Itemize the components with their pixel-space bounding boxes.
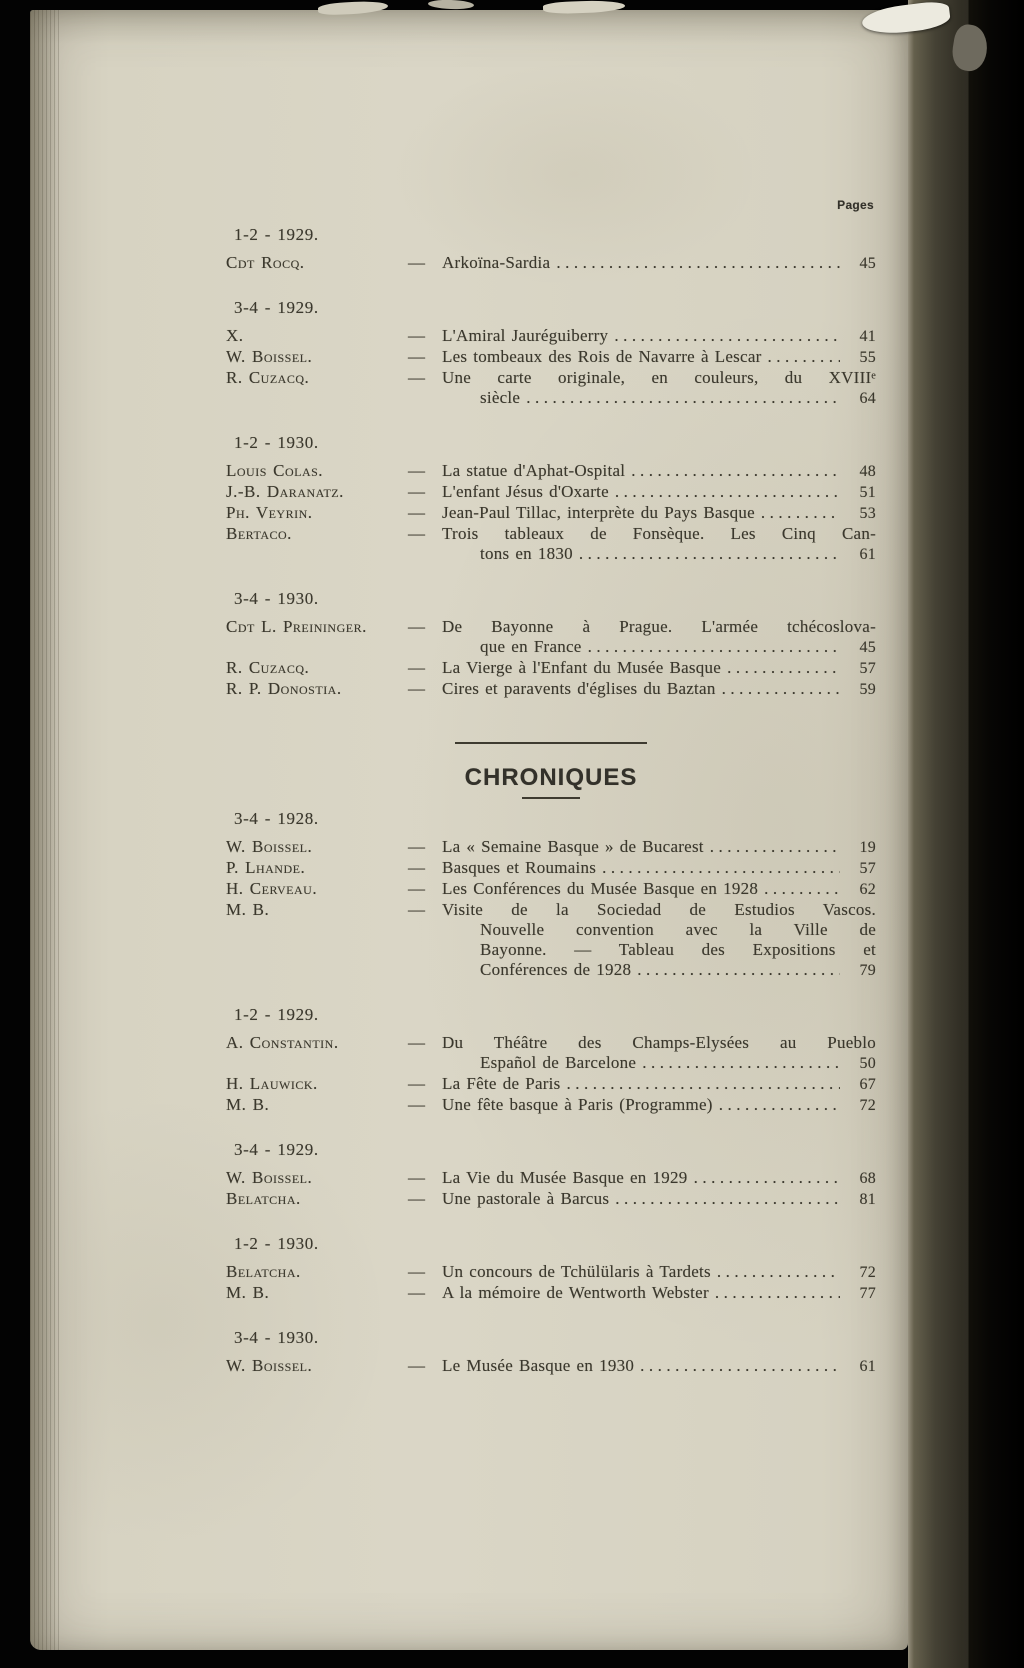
entry-page-number: 55 <box>859 349 876 366</box>
entry-title-line <box>442 1033 876 1053</box>
entry-title-line <box>442 1356 876 1377</box>
entry-title-text: La Vierge à l'Enfant du Musée Basque <box>442 658 722 677</box>
entry-title-block <box>442 837 876 858</box>
dot-leader <box>526 388 840 408</box>
entry-title-text: La Fête de Paris <box>442 1074 561 1093</box>
entry-title-text: Arkoïna-Sardia <box>442 253 551 272</box>
entry-author: X. <box>226 326 244 345</box>
toc-entry <box>226 879 876 900</box>
entry-title-text: Cires et paravents d'églises du Baztan <box>442 679 716 698</box>
entry-page-number: 48 <box>859 463 876 480</box>
entry-dash: — <box>408 617 426 636</box>
entry-author: Ph. Veyrin. <box>226 503 313 522</box>
dot-leader <box>567 1074 841 1094</box>
torn-paper-fragment <box>428 0 474 10</box>
entry-title-text: Une carte originale, en couleurs, du XVIIIᵉ <box>442 368 876 387</box>
entry-dash: — <box>408 253 426 272</box>
entry-author: M. B. <box>226 1283 270 1302</box>
dot-leader <box>694 1168 840 1188</box>
entry-page-number: 81 <box>859 1191 876 1208</box>
dot-leader <box>640 1356 840 1376</box>
entry-page-number: 41 <box>859 328 876 345</box>
entry-title-line <box>442 482 876 503</box>
dot-leader <box>719 1095 840 1115</box>
entry-dash: — <box>408 1033 426 1052</box>
entry-page-number: 57 <box>859 860 876 877</box>
entry-title-block <box>442 1189 876 1210</box>
entry-author: Belatcha. <box>226 1262 301 1281</box>
section-date-heading: 1-2 - 1929. <box>234 1005 319 1024</box>
entry-title-block <box>442 1283 876 1304</box>
entry-author: Louis Colas. <box>226 461 324 480</box>
entry-title-block <box>442 1356 876 1377</box>
entry-page-number: 62 <box>859 881 876 898</box>
entry-page-number: 79 <box>859 962 876 979</box>
entry-dash: — <box>408 658 426 677</box>
entry-title-text: Une fête basque à Paris (Programme) <box>442 1095 713 1114</box>
entry-title-block <box>442 1168 876 1189</box>
entry-page-number: 72 <box>859 1264 876 1281</box>
toc-entry <box>226 679 876 700</box>
entry-dash: — <box>408 461 426 480</box>
dot-leader <box>631 461 840 481</box>
entry-dash: — <box>408 1189 426 1208</box>
entry-title-line <box>442 1283 876 1304</box>
toc-entry <box>226 858 876 879</box>
entry-author: J.-B. Daranatz. <box>226 482 344 501</box>
dot-leader <box>637 960 840 980</box>
entry-page-number: 57 <box>859 660 876 677</box>
entry-dash: — <box>408 1356 426 1375</box>
section-date-heading: 3-4 - 1929. <box>234 1140 319 1159</box>
entry-title-text: Les tombeaux des Rois de Navarre à Lescar <box>442 347 762 366</box>
entry-page-number: 64 <box>859 390 876 407</box>
entry-dash: — <box>408 347 426 366</box>
dot-leader <box>579 544 840 564</box>
toc-entry <box>226 524 876 565</box>
entry-title-block <box>442 524 876 565</box>
entry-title-text: Basques et Roumains <box>442 858 597 877</box>
toc-section <box>226 1140 876 1210</box>
entry-page-number: 50 <box>859 1055 876 1072</box>
toc-section <box>226 589 876 700</box>
entry-title-line <box>442 940 876 960</box>
entry-title-line <box>442 1074 876 1095</box>
entry-title-block <box>442 368 876 409</box>
entry-title-text: L'enfant Jésus d'Oxarte <box>442 482 609 501</box>
dot-leader <box>556 253 840 273</box>
entry-title-block <box>442 658 876 679</box>
chroniques-heading: CHRONIQUES <box>464 764 638 791</box>
toc-section <box>226 433 876 565</box>
entry-title-text: La Vie du Musée Basque en 1929 <box>442 1168 688 1187</box>
entry-author: H. Cerveau. <box>226 879 318 898</box>
entry-title-text: Le Musée Basque en 1930 <box>442 1356 635 1375</box>
dot-leader <box>642 1053 840 1073</box>
entry-page-number: 77 <box>859 1285 876 1302</box>
entry-title-line <box>442 347 876 368</box>
entry-dash: — <box>408 879 426 898</box>
entry-title-line <box>442 658 876 679</box>
pages-column-label: Pages <box>837 198 874 212</box>
section-date-heading: 1-2 - 1929. <box>234 225 319 244</box>
entry-page-number: 51 <box>859 484 876 501</box>
entry-title-block <box>442 1033 876 1074</box>
entry-author: Belatcha. <box>226 1189 301 1208</box>
entry-title-line <box>442 679 876 700</box>
entry-title-line <box>442 920 876 940</box>
dot-leader <box>722 679 840 699</box>
entry-title-block <box>442 326 876 347</box>
entry-title-block <box>442 482 876 503</box>
entry-page-number: 45 <box>859 639 876 656</box>
entry-title-block <box>442 461 876 482</box>
toc-section <box>226 809 876 981</box>
section-date-heading: 3-4 - 1930. <box>234 1328 319 1347</box>
toc-entry <box>226 253 876 274</box>
divider-rule <box>455 742 647 744</box>
entry-page-number: 67 <box>859 1076 876 1093</box>
entry-title-line <box>442 326 876 347</box>
toc-content <box>226 195 876 1377</box>
dot-leader <box>768 347 840 367</box>
entry-title-line <box>442 1168 876 1189</box>
toc-entry <box>226 900 876 981</box>
entry-page-number: 45 <box>859 255 876 272</box>
entry-title-text: Conférences de 1928 <box>480 960 632 979</box>
entry-page-number: 53 <box>859 505 876 522</box>
toc-section <box>226 225 876 274</box>
toc-section <box>226 1328 876 1377</box>
entry-title-block <box>442 879 876 900</box>
toc-section <box>226 1234 876 1304</box>
toc-entry <box>226 1356 876 1377</box>
dot-leader <box>710 837 840 857</box>
entry-dash: — <box>408 1283 426 1302</box>
dot-leader <box>717 1262 840 1282</box>
entry-title-line <box>442 1053 876 1074</box>
entry-title-text: Trois tableaux de Fonsèque. Les Cinq Can- <box>442 524 876 543</box>
entry-title-line <box>442 253 876 274</box>
page-stack-edge <box>30 10 60 1650</box>
entry-page-number: 61 <box>859 546 876 563</box>
entry-author: Cdt Rocq. <box>226 253 305 272</box>
dot-leader <box>615 1189 840 1209</box>
entry-title-text: Les Conférences du Musée Basque en 1928 <box>442 879 759 898</box>
entry-title-block <box>442 1074 876 1095</box>
entry-title-block <box>442 617 876 658</box>
entry-title-block <box>442 900 876 981</box>
dot-leader <box>764 879 840 899</box>
toc-entry <box>226 503 876 524</box>
entry-dash: — <box>408 900 426 919</box>
entry-title-text: Bayonne. — Tableau des Expositions et <box>480 940 876 959</box>
entry-page-number: 72 <box>859 1097 876 1114</box>
entry-title-text: La statue d'Aphat-Ospital <box>442 461 626 480</box>
entry-page-number: 68 <box>859 1170 876 1187</box>
toc-top <box>226 225 876 700</box>
entry-page-number: 59 <box>859 681 876 698</box>
dot-leader <box>602 858 840 878</box>
entry-author: M. B. <box>226 1095 270 1114</box>
entry-author: W. Boissel. <box>226 837 313 856</box>
entry-author: W. Boissel. <box>226 1356 313 1375</box>
section-date-heading: 1-2 - 1930. <box>234 433 319 452</box>
entry-title-line <box>442 524 876 544</box>
entry-title-line <box>442 388 876 409</box>
section-date-heading: 3-4 - 1929. <box>234 298 319 317</box>
entry-dash: — <box>408 482 426 501</box>
entry-dash: — <box>408 837 426 856</box>
dot-leader <box>614 326 840 346</box>
entry-dash: — <box>408 503 426 522</box>
entry-author: Bertaco. <box>226 524 292 543</box>
entry-author: M. B. <box>226 900 270 919</box>
entry-title-line <box>442 503 876 524</box>
entry-author: Cdt L. Preininger. <box>226 617 367 636</box>
entry-title-line <box>442 544 876 565</box>
dot-leader <box>588 637 840 657</box>
toc-entry <box>226 1074 876 1095</box>
entry-title-text: Español de Barcelone <box>480 1053 637 1072</box>
toc-entry <box>226 482 876 503</box>
entry-title-text: Une pastorale à Barcus <box>442 1189 610 1208</box>
entry-dash: — <box>408 326 426 345</box>
entry-title-block <box>442 679 876 700</box>
book-binding-right <box>908 0 1024 1668</box>
toc-entry <box>226 837 876 858</box>
entry-dash: — <box>408 679 426 698</box>
toc-entry <box>226 326 876 347</box>
entry-title-text: Du Théâtre des Champs-Elysées au Pueblo <box>442 1033 876 1052</box>
entry-title-line <box>442 637 876 658</box>
chroniques-underline <box>522 797 580 799</box>
entry-title-block <box>442 347 876 368</box>
entry-title-line <box>442 879 876 900</box>
entry-title-line <box>442 858 876 879</box>
dot-leader <box>715 1283 840 1303</box>
entry-dash: — <box>408 524 426 543</box>
entry-title-line <box>442 1095 876 1116</box>
entry-title-block <box>442 253 876 274</box>
toc-entry <box>226 1283 876 1304</box>
section-date-heading: 3-4 - 1930. <box>234 589 319 608</box>
section-date-heading: 1-2 - 1930. <box>234 1234 319 1253</box>
entry-title-text: Un concours de Tchülülaris à Tardets <box>442 1262 711 1281</box>
toc-entry <box>226 368 876 409</box>
entry-title-text: Visite de la Sociedad de Estudios Vascos. <box>442 900 876 919</box>
toc-entry <box>226 1033 876 1074</box>
dot-leader <box>727 658 840 678</box>
entry-dash: — <box>408 858 426 877</box>
dot-leader <box>761 503 840 523</box>
entry-title-text: que en France <box>480 637 582 656</box>
entry-title-line <box>442 1262 876 1283</box>
entry-title-text: A la mémoire de Wentworth Webster <box>442 1283 709 1302</box>
entry-author: P. Lhande. <box>226 858 306 877</box>
entry-dash: — <box>408 1262 426 1281</box>
toc-entry <box>226 347 876 368</box>
entry-author: A. Constantin. <box>226 1033 339 1052</box>
entry-title-line <box>442 900 876 920</box>
entry-title-line <box>442 461 876 482</box>
entry-page-number: 61 <box>859 1358 876 1375</box>
entry-title-text: Jean-Paul Tillac, interprète du Pays Basque <box>442 503 755 522</box>
entry-author: R. Cuzacq. <box>226 368 310 387</box>
entry-title-line <box>442 1189 876 1210</box>
entry-dash: — <box>408 1074 426 1093</box>
entry-title-line <box>442 617 876 637</box>
section-date-heading: 3-4 - 1928. <box>234 809 319 828</box>
entry-author: R. P. Donostia. <box>226 679 342 698</box>
entry-title-block <box>442 503 876 524</box>
entry-page-number: 19 <box>859 839 876 856</box>
toc-entry <box>226 658 876 679</box>
entry-title-text: De Bayonne à Prague. L'armée tchécoslova- <box>442 617 876 636</box>
entry-title-block <box>442 858 876 879</box>
toc-bottom <box>226 809 876 1377</box>
toc-entry <box>226 1262 876 1283</box>
dot-leader <box>615 482 840 502</box>
entry-dash: — <box>408 368 426 387</box>
entry-author: R. Cuzacq. <box>226 658 310 677</box>
entry-title-text: tons en 1830 <box>480 544 573 563</box>
toc-entry <box>226 1168 876 1189</box>
toc-section <box>226 298 876 409</box>
toc-entry <box>226 1095 876 1116</box>
book-page <box>30 10 908 1650</box>
toc-entry <box>226 1189 876 1210</box>
toc-section <box>226 1005 876 1116</box>
entry-title-block <box>442 1262 876 1283</box>
entry-title-line <box>442 837 876 858</box>
entry-author: H. Lauwick. <box>226 1074 318 1093</box>
entry-author: W. Boissel. <box>226 1168 313 1187</box>
entry-title-text: L'Amiral Jauréguiberry <box>442 326 609 345</box>
toc-entry <box>226 461 876 482</box>
entry-title-line <box>442 960 876 981</box>
toc-entry <box>226 617 876 658</box>
entry-author: W. Boissel. <box>226 347 313 366</box>
entry-title-text: La « Semaine Basque » de Bucarest <box>442 837 704 856</box>
entry-title-text: siècle <box>480 388 521 407</box>
entry-title-text: Nouvelle convention avec la Ville de <box>480 920 876 939</box>
entry-dash: — <box>408 1168 426 1187</box>
entry-dash: — <box>408 1095 426 1114</box>
entry-title-block <box>442 1095 876 1116</box>
entry-title-line <box>442 368 876 388</box>
